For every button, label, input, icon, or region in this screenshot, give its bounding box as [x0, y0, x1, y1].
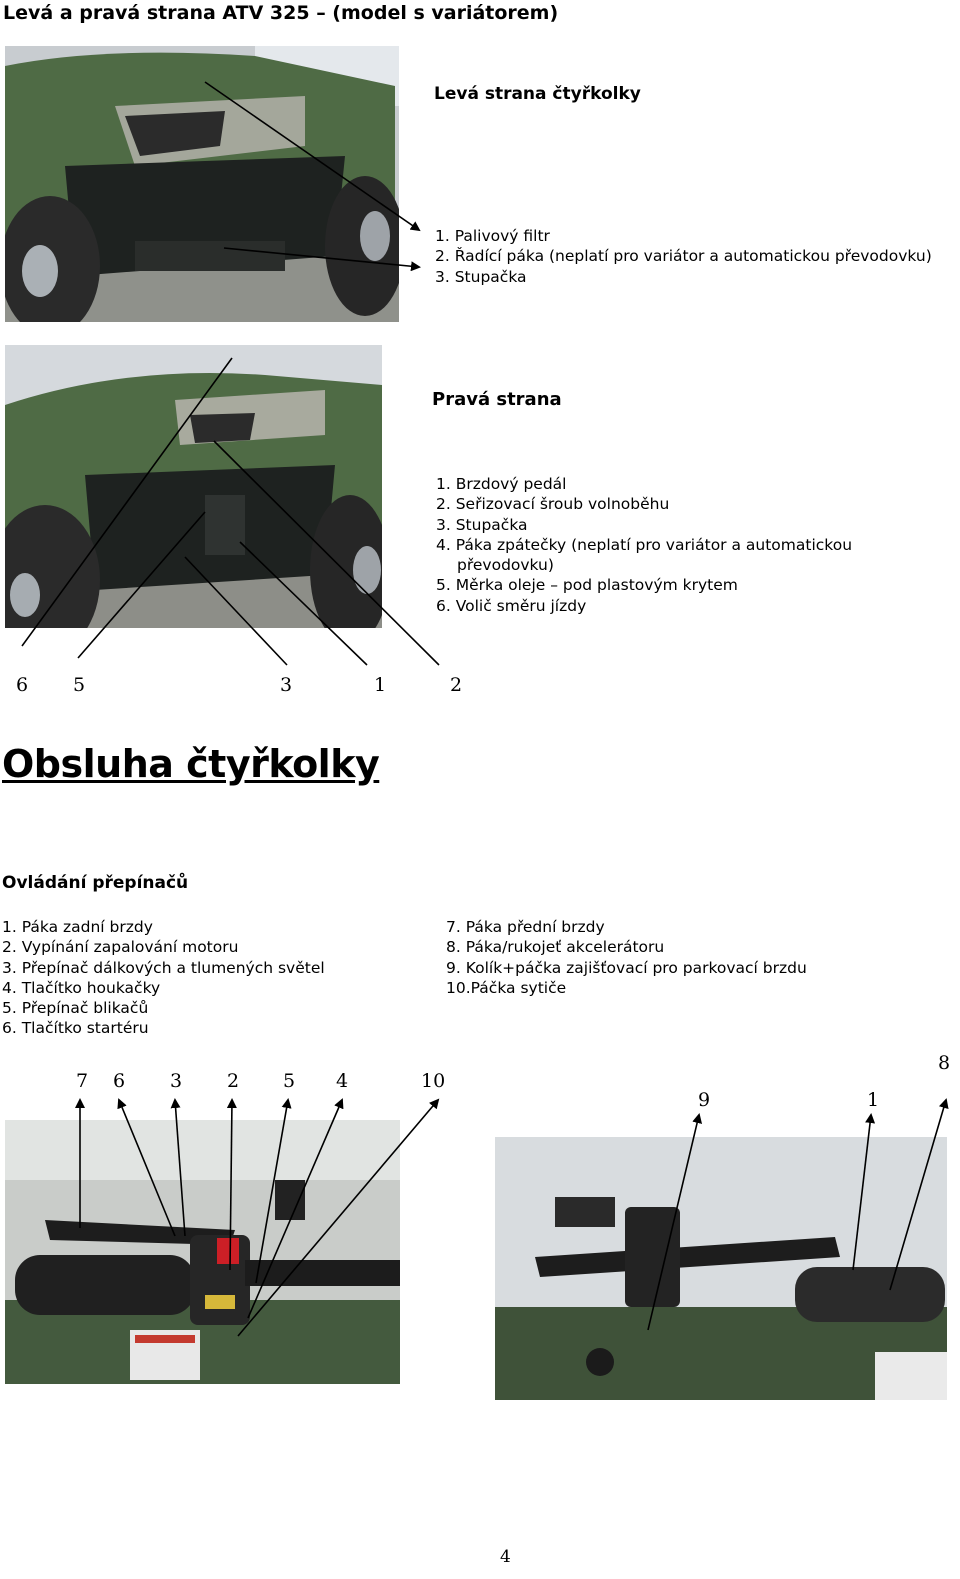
- list-item: 4. Páka zpátečky (neplatí pro variátor a automatickou: [436, 535, 853, 554]
- right-handlebar-photo: [495, 1137, 947, 1400]
- main-title: Obsluha čtyřkolky: [2, 742, 380, 786]
- list-item: 3. Stupačka: [435, 267, 527, 286]
- callout-number: 1: [867, 1089, 880, 1111]
- list-item: 6. Tlačítko startéru: [2, 1019, 149, 1038]
- controls-list-left: [2, 917, 325, 1039]
- list-item: 10.Páčka sytiče: [446, 978, 567, 997]
- callout-number: 7: [76, 1070, 89, 1092]
- page-header: Levá a pravá strana ATV 325 – (model s variátorem): [3, 2, 559, 24]
- callout-number: 4: [336, 1070, 349, 1092]
- page-number: 4: [500, 1547, 511, 1567]
- left-handlebar-photo: [5, 1120, 400, 1384]
- list-item: 9. Kolík+páčka zajišťovací pro parkovací brzdu: [446, 958, 807, 977]
- callout-number: 8: [938, 1052, 951, 1074]
- callout-number: 3: [170, 1070, 183, 1092]
- callout-number: 5: [73, 674, 86, 696]
- atv-right-side-photo: [5, 345, 382, 628]
- controls-list-right: [446, 917, 807, 998]
- list-item: 3. Stupačka: [436, 515, 528, 534]
- list-item: 1. Páka zadní brzdy: [2, 918, 153, 936]
- left-side-list: [435, 226, 932, 287]
- section-title: Ovládání přepínačů: [2, 873, 189, 893]
- list-item: 3. Přepínač dálkových a tlumených světel: [2, 958, 325, 977]
- callout-number: 6: [113, 1070, 126, 1092]
- callout-number: 1: [374, 674, 387, 696]
- list-item: 2. Seřizovací šroub volnoběhu: [436, 495, 670, 514]
- left-side-title: Levá strana čtyřkolky: [434, 84, 641, 104]
- atv-left-side-photo: [5, 46, 399, 322]
- callout-number: 3: [280, 674, 293, 696]
- callout-number: 5: [283, 1070, 296, 1092]
- list-item: 4. Tlačítko houkačky: [2, 978, 161, 997]
- list-item: 5. Měrka oleje – pod plastovým krytem: [436, 576, 738, 595]
- list-item: 1. Palivový filtr: [435, 227, 550, 245]
- list-item: 7. Páka přední brzdy: [446, 918, 605, 936]
- list-item: 2. Řadící páka (neplatí pro variátor a automatickou převodovku): [435, 247, 932, 266]
- list-item: 6. Volič směru jízdy: [436, 596, 587, 615]
- list-item: 1. Brzdový pedál: [436, 475, 567, 493]
- list-item: 8. Páka/rukojeť akcelerátoru: [446, 938, 665, 957]
- callout-number: 6: [16, 674, 29, 696]
- right-side-list: [436, 474, 852, 616]
- right-side-title: Pravá strana: [432, 389, 562, 410]
- callout-number: 2: [227, 1070, 240, 1092]
- callout-number: 2: [450, 674, 463, 696]
- list-item: převodovku): [457, 556, 554, 575]
- list-item: 2. Vypínání zapalování motoru: [2, 938, 239, 957]
- list-item: 5. Přepínač blikačů: [2, 999, 149, 1018]
- callout-number: 9: [698, 1089, 711, 1111]
- callout-number: 10: [421, 1070, 446, 1092]
